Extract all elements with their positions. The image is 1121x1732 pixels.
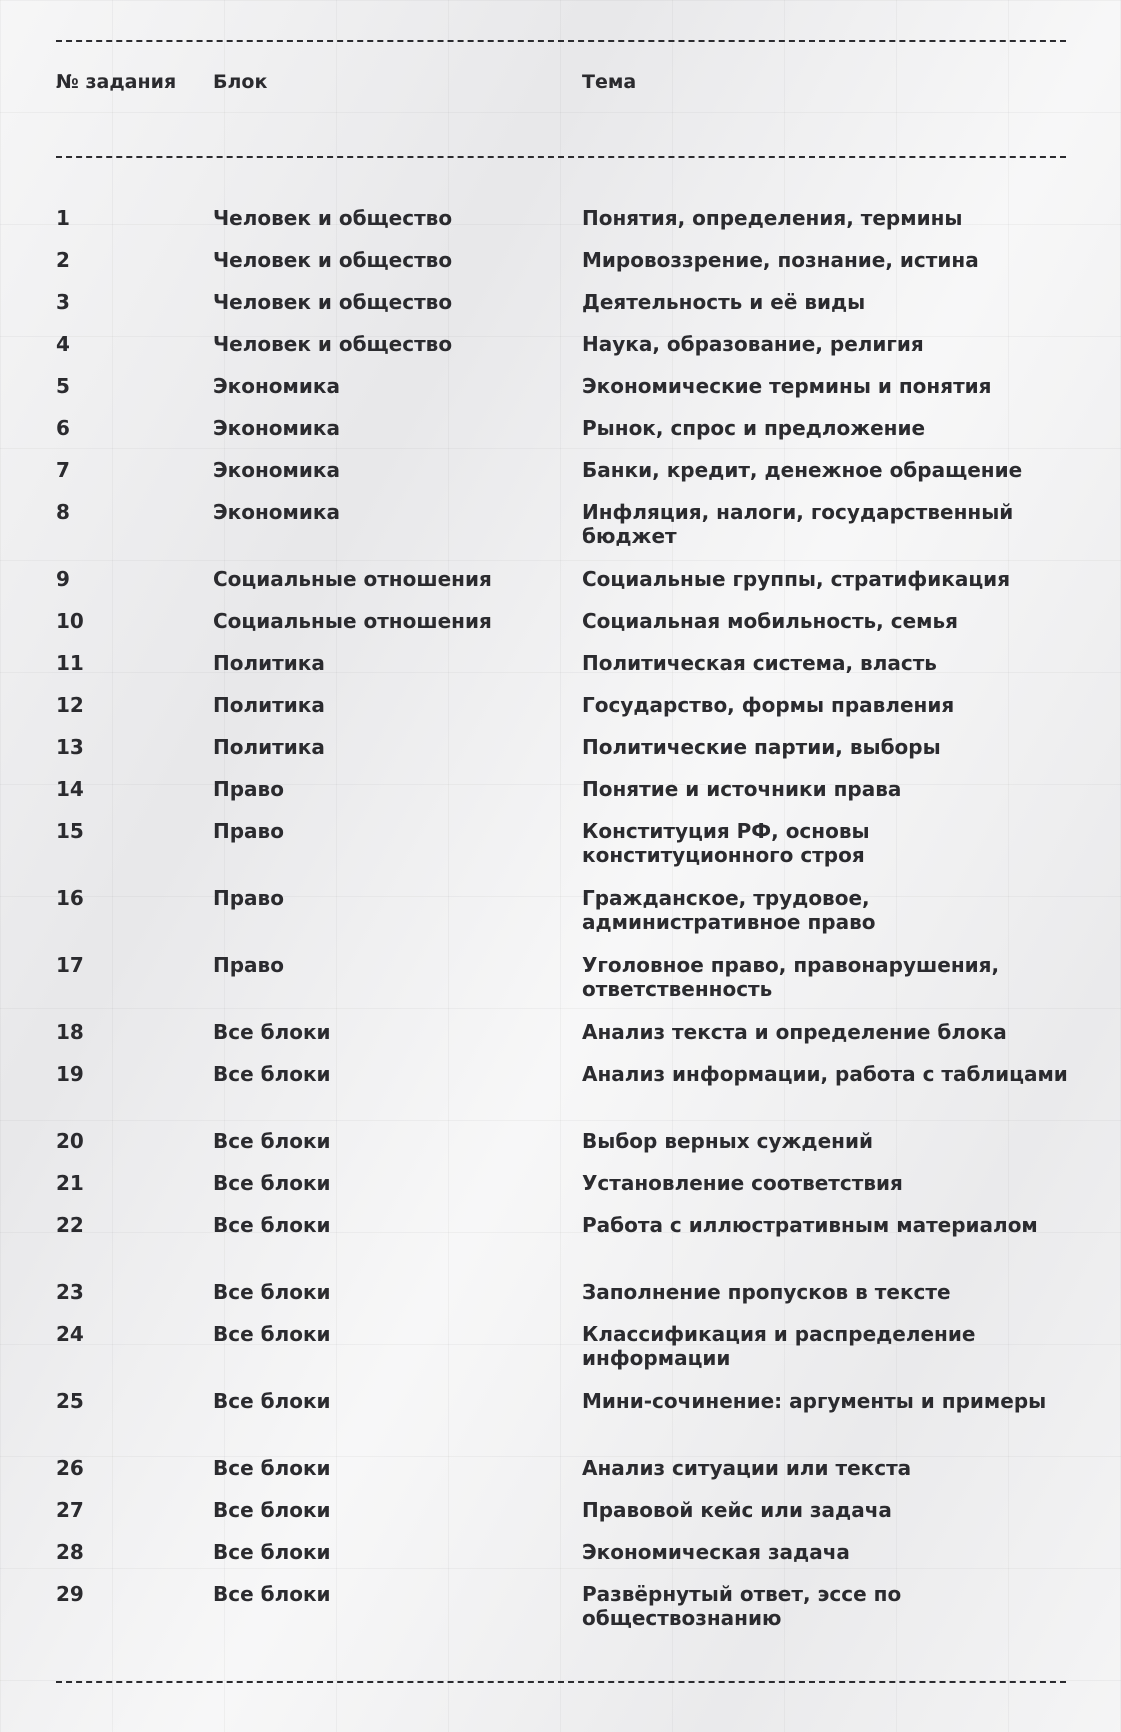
row-number: 20 [56, 1129, 84, 1153]
row-number: 19 [56, 1062, 84, 1086]
row-topic: Социальные группы, стратификация [582, 567, 1011, 591]
row-number: 21 [56, 1171, 84, 1195]
table-row [56, 1280, 1066, 1322]
table-row [56, 1020, 1066, 1062]
top-divider [56, 40, 1066, 42]
header-block: Блок [213, 71, 268, 93]
table-row [56, 1582, 1066, 1649]
row-topic: Наука, образование, религия [582, 332, 924, 356]
table-row [56, 1322, 1066, 1389]
table-row [56, 458, 1066, 500]
row-topic: Инфляция, налоги, государственный бюджет [582, 500, 1014, 548]
table-row [56, 1171, 1066, 1213]
table-row [56, 416, 1066, 458]
row-topic: Понятия, определения, термины [582, 206, 963, 230]
table-row [56, 374, 1066, 416]
row-block: Экономика [213, 374, 340, 398]
row-number: 6 [56, 416, 70, 440]
row-number: 2 [56, 248, 70, 272]
table-row [56, 819, 1066, 886]
row-number: 10 [56, 609, 84, 633]
row-topic: Банки, кредит, денежное обращение [582, 458, 1023, 482]
row-topic: Государство, формы правления [582, 693, 955, 717]
row-number: 12 [56, 693, 84, 717]
table-row [56, 1498, 1066, 1540]
table-row [56, 248, 1066, 290]
row-block: Человек и общество [213, 206, 453, 230]
row-topic: Гражданское, трудовое, административное право [582, 886, 876, 934]
row-topic: Экономические термины и понятия [582, 374, 992, 398]
row-block: Экономика [213, 500, 340, 524]
row-topic: Анализ текста и определение блока [582, 1020, 1007, 1044]
table-row [56, 1389, 1066, 1456]
table-body [56, 206, 1066, 1649]
table-row [56, 693, 1066, 735]
row-topic: Работа с иллюстративным материалом [582, 1213, 1038, 1237]
row-block: Человек и общество [213, 248, 453, 272]
table-row [56, 332, 1066, 374]
row-number: 9 [56, 567, 70, 591]
row-number: 28 [56, 1540, 84, 1564]
header-number: № задания [56, 71, 177, 93]
row-number: 16 [56, 886, 84, 910]
row-number: 22 [56, 1213, 84, 1237]
row-topic: Анализ ситуации или текста [582, 1456, 912, 1480]
row-block: Политика [213, 693, 325, 717]
row-number: 4 [56, 332, 70, 356]
table-row [56, 953, 1066, 1020]
row-number: 23 [56, 1280, 84, 1304]
row-block: Все блоки [213, 1213, 331, 1237]
row-topic: Политические партии, выборы [582, 735, 941, 759]
table-row [56, 500, 1066, 567]
row-number: 17 [56, 953, 84, 977]
row-topic: Социальная мобильность, семья [582, 609, 958, 633]
table-row [56, 886, 1066, 953]
bottom-divider [56, 1681, 1066, 1683]
header-topic: Тема [582, 71, 637, 93]
row-topic: Экономическая задача [582, 1540, 850, 1564]
row-topic: Понятие и источники права [582, 777, 902, 801]
table-row [56, 1213, 1066, 1280]
task-table [56, 0, 1066, 1732]
row-block: Все блоки [213, 1062, 331, 1086]
row-block: Все блоки [213, 1322, 331, 1346]
row-block: Человек и общество [213, 332, 453, 356]
row-topic: Развёрнутый ответ, эссе по обществознанию [582, 1582, 902, 1630]
row-block: Все блоки [213, 1540, 331, 1564]
table-row [56, 1062, 1066, 1129]
row-topic: Мини-сочинение: аргументы и примеры [582, 1389, 1047, 1413]
row-number: 11 [56, 651, 84, 675]
row-block: Социальные отношения [213, 609, 492, 633]
row-number: 13 [56, 735, 84, 759]
row-block: Все блоки [213, 1456, 331, 1480]
row-number: 1 [56, 206, 70, 230]
row-topic: Мировоззрение, познание, истина [582, 248, 979, 272]
row-topic: Правовой кейс или задача [582, 1498, 892, 1522]
row-topic: Уголовное право, правонарушения, ответственность [582, 953, 1000, 1001]
table-row [56, 567, 1066, 609]
table-row [56, 1456, 1066, 1498]
row-block: Человек и общество [213, 290, 453, 314]
row-block: Политика [213, 651, 325, 675]
table-row [56, 651, 1066, 693]
row-topic: Классификация и распределение информации [582, 1322, 976, 1370]
row-block: Социальные отношения [213, 567, 492, 591]
row-number: 26 [56, 1456, 84, 1480]
row-topic: Рынок, спрос и предложение [582, 416, 926, 440]
row-block: Все блоки [213, 1129, 331, 1153]
row-block: Все блоки [213, 1582, 331, 1606]
row-number: 7 [56, 458, 70, 482]
row-topic: Анализ информации, работа с таблицами [582, 1062, 1068, 1086]
row-block: Экономика [213, 416, 340, 440]
row-block: Политика [213, 735, 325, 759]
table-row [56, 735, 1066, 777]
row-number: 27 [56, 1498, 84, 1522]
row-number: 29 [56, 1582, 84, 1606]
row-number: 5 [56, 374, 70, 398]
table-row [56, 1540, 1066, 1582]
row-block: Экономика [213, 458, 340, 482]
row-block: Право [213, 953, 284, 977]
row-block: Право [213, 886, 284, 910]
row-block: Все блоки [213, 1171, 331, 1195]
row-topic: Деятельность и её виды [582, 290, 866, 314]
table-row [56, 609, 1066, 651]
row-number: 8 [56, 500, 70, 524]
header-divider [56, 156, 1066, 158]
row-number: 18 [56, 1020, 84, 1044]
row-topic: Установление соответствия [582, 1171, 903, 1195]
row-block: Право [213, 819, 284, 843]
table-row [56, 777, 1066, 819]
row-number: 14 [56, 777, 84, 801]
row-number: 3 [56, 290, 70, 314]
row-block: Все блоки [213, 1389, 331, 1413]
row-block: Все блоки [213, 1280, 331, 1304]
row-topic: Конституция РФ, основы конституционного строя [582, 819, 870, 867]
row-number: 25 [56, 1389, 84, 1413]
row-topic: Выбор верных суждений [582, 1129, 873, 1153]
row-number: 15 [56, 819, 84, 843]
row-number: 24 [56, 1322, 84, 1346]
table-row [56, 206, 1066, 248]
row-block: Все блоки [213, 1498, 331, 1522]
row-topic: Заполнение пропусков в тексте [582, 1280, 951, 1304]
table-row [56, 1129, 1066, 1171]
row-block: Право [213, 777, 284, 801]
row-topic: Политическая система, власть [582, 651, 937, 675]
row-block: Все блоки [213, 1020, 331, 1044]
table-row [56, 290, 1066, 332]
